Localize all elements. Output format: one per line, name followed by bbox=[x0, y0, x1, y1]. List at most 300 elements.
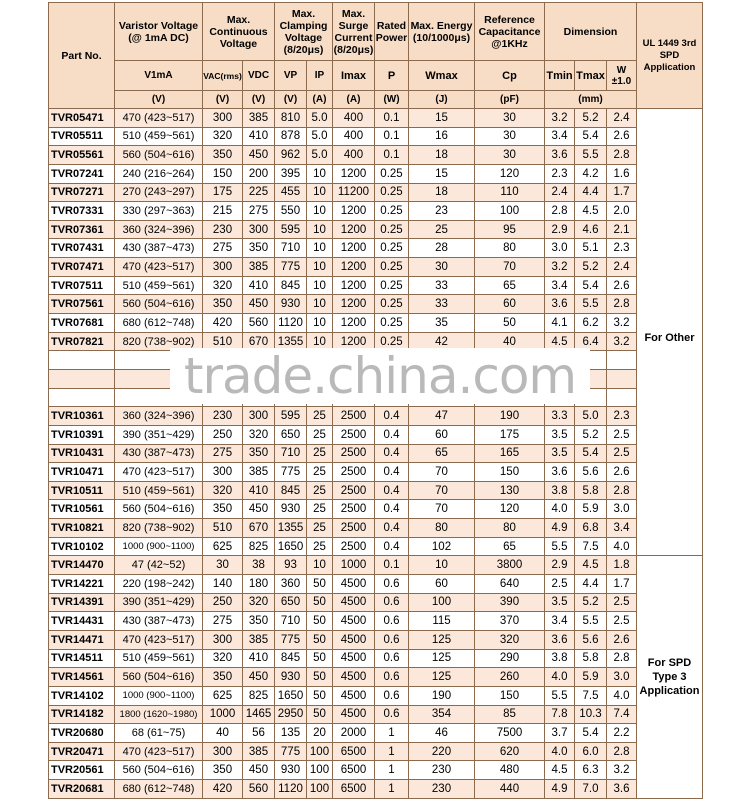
table-cell: 2.8 bbox=[545, 202, 575, 221]
table-cell: 60 bbox=[409, 425, 475, 444]
table-cell: 70 bbox=[475, 258, 545, 277]
table-cell: 0.1 bbox=[375, 146, 409, 165]
table-cell: 450 bbox=[243, 761, 275, 780]
table-row bbox=[49, 649, 703, 668]
table-cell: 710 bbox=[275, 612, 307, 631]
table-row bbox=[49, 780, 703, 799]
part-number-cell: TVR14391 bbox=[49, 593, 115, 612]
table-row bbox=[49, 239, 703, 258]
table-row bbox=[49, 407, 703, 426]
table-row bbox=[49, 668, 703, 687]
table-row bbox=[49, 183, 703, 202]
table-cell: 2.4 bbox=[545, 183, 575, 202]
table-cell: 560 (504~616) bbox=[115, 146, 203, 165]
table-cell: 4.4 bbox=[575, 183, 607, 202]
table-cell: 820 (738~902) bbox=[115, 332, 203, 351]
table-cell: 810 bbox=[275, 109, 307, 128]
table-cell: 385 bbox=[243, 630, 275, 649]
table-cell: 25 bbox=[307, 463, 333, 482]
table-cell: 0.6 bbox=[375, 686, 409, 705]
table-cell: 2500 bbox=[333, 463, 375, 482]
table-cell: 5.2 bbox=[575, 258, 607, 277]
header-ul: UL 1449 3rd SPD Application bbox=[637, 3, 703, 109]
header-surge: Max. Surge Current (8/20μs) bbox=[333, 3, 375, 61]
table-cell: 5.4 bbox=[575, 276, 607, 295]
table-cell: 300 bbox=[203, 109, 243, 128]
table-cell: 845 bbox=[275, 481, 307, 500]
table-cell: 350 bbox=[203, 761, 243, 780]
table-cell: 25 bbox=[409, 220, 475, 239]
table-cell: 710 bbox=[275, 444, 307, 463]
table-cell: 2.3 bbox=[607, 239, 637, 258]
table-cell: 0.25 bbox=[375, 314, 409, 333]
table-cell: 320 bbox=[203, 481, 243, 500]
table-cell: 4500 bbox=[333, 668, 375, 687]
table-cell: 50 bbox=[475, 314, 545, 333]
table-cell: 5.5 bbox=[575, 612, 607, 631]
unit-a1: (A) bbox=[307, 91, 333, 109]
table-cell: 120 bbox=[475, 164, 545, 183]
table-cell: 1650 bbox=[275, 686, 307, 705]
part-number-cell: TVR10361 bbox=[49, 407, 115, 426]
table-cell: 5.4 bbox=[575, 127, 607, 146]
sym-wmax: Wmax bbox=[409, 61, 475, 91]
table-cell: 385 bbox=[243, 742, 275, 761]
table-cell: 320 bbox=[243, 593, 275, 612]
table-cell: 390 (351~429) bbox=[115, 593, 203, 612]
table-row bbox=[49, 202, 703, 221]
table-cell: 455 bbox=[275, 183, 307, 202]
table-cell: 50 bbox=[307, 612, 333, 631]
table-cell: 0.25 bbox=[375, 239, 409, 258]
table-cell: 30 bbox=[203, 556, 243, 575]
table-cell: 0.4 bbox=[375, 481, 409, 500]
table-cell: 400 bbox=[333, 127, 375, 146]
table-cell: 0.6 bbox=[375, 575, 409, 594]
table-cell: 6.2 bbox=[575, 314, 607, 333]
part-number-cell bbox=[49, 369, 115, 388]
table-cell: 320 bbox=[475, 630, 545, 649]
table-cell: 0.25 bbox=[375, 164, 409, 183]
table-cell: 68 (61~75) bbox=[115, 724, 203, 743]
table-cell: 350 bbox=[243, 239, 275, 258]
table-cell: 50 bbox=[307, 575, 333, 594]
table-row bbox=[49, 612, 703, 631]
table-cell: 290 bbox=[475, 649, 545, 668]
table-cell: 5.2 bbox=[575, 109, 607, 128]
header-max-cont: Max. Continuous Voltage bbox=[203, 3, 275, 61]
table-cell: 25 bbox=[307, 537, 333, 556]
part-number-cell: TVR05561 bbox=[49, 146, 115, 165]
table-cell: 962 bbox=[275, 146, 307, 165]
part-number-cell: TVR10391 bbox=[49, 425, 115, 444]
table-row bbox=[49, 146, 703, 165]
table-cell: 125 bbox=[409, 649, 475, 668]
part-number-cell: TVR14431 bbox=[49, 612, 115, 631]
part-number-cell: TVR05471 bbox=[49, 109, 115, 128]
table-cell: 775 bbox=[275, 463, 307, 482]
table-cell: 4.0 bbox=[607, 537, 637, 556]
table-cell: 7.8 bbox=[545, 705, 575, 724]
table-cell: 165 bbox=[475, 444, 545, 463]
part-number-cell: TVR05511 bbox=[49, 127, 115, 146]
table-cell: 0.6 bbox=[375, 705, 409, 724]
table-cell: 5.5 bbox=[545, 537, 575, 556]
table-cell: 2950 bbox=[275, 705, 307, 724]
table-cell: 0.4 bbox=[375, 500, 409, 519]
sym-tmin: Tmin bbox=[545, 61, 575, 91]
table-cell: 4500 bbox=[333, 686, 375, 705]
table-cell: 3.8 bbox=[545, 481, 575, 500]
table-cell: 275 bbox=[203, 444, 243, 463]
table-cell: 190 bbox=[475, 407, 545, 426]
table-row bbox=[49, 500, 703, 519]
unit-a2: (A) bbox=[333, 91, 375, 109]
table-cell bbox=[607, 369, 637, 388]
table-cell: 4.0 bbox=[545, 742, 575, 761]
table-cell: 4.0 bbox=[545, 500, 575, 519]
table-cell: 410 bbox=[243, 127, 275, 146]
application-spd: For SPD Type 3 Application bbox=[637, 556, 703, 798]
table-cell: 5.0 bbox=[307, 127, 333, 146]
table-cell: 30 bbox=[409, 258, 475, 277]
table-cell: 2.2 bbox=[607, 724, 637, 743]
table-cell: 0.6 bbox=[375, 593, 409, 612]
table-cell: 4500 bbox=[333, 705, 375, 724]
table-cell: 3800 bbox=[475, 556, 545, 575]
table-cell: 0.4 bbox=[375, 463, 409, 482]
table-cell: 2.3 bbox=[607, 407, 637, 426]
table-cell: 4.5 bbox=[545, 761, 575, 780]
table-cell: 4.6 bbox=[575, 220, 607, 239]
table-cell: 15 bbox=[409, 164, 475, 183]
table-cell: 4.5 bbox=[575, 202, 607, 221]
table-cell: 350 bbox=[243, 444, 275, 463]
table-cell: 3.3 bbox=[545, 407, 575, 426]
table-cell: 10 bbox=[409, 556, 475, 575]
table-cell: 260 bbox=[475, 668, 545, 687]
table-cell: 825 bbox=[243, 686, 275, 705]
table-cell: 250 bbox=[203, 425, 243, 444]
table-cell: 330 (297~363) bbox=[115, 202, 203, 221]
table-row bbox=[49, 444, 703, 463]
table-cell: 10.3 bbox=[575, 705, 607, 724]
table-cell: 240 (216~264) bbox=[115, 164, 203, 183]
table-cell: 5.2 bbox=[575, 425, 607, 444]
unit-j: (J) bbox=[409, 91, 475, 109]
table-cell: 175 bbox=[475, 425, 545, 444]
table-cell: 215 bbox=[203, 202, 243, 221]
table-cell: 350 bbox=[203, 295, 243, 314]
table-cell: 1355 bbox=[275, 332, 307, 351]
table-cell: 0.25 bbox=[375, 295, 409, 314]
table-cell: 878 bbox=[275, 127, 307, 146]
table-cell: 2.4 bbox=[607, 109, 637, 128]
table-cell: 0.25 bbox=[375, 220, 409, 239]
table-cell: 135 bbox=[275, 724, 307, 743]
table-cell: 2.8 bbox=[607, 742, 637, 761]
table-cell: 385 bbox=[243, 463, 275, 482]
table-cell: 7.5 bbox=[575, 686, 607, 705]
table-cell: 370 bbox=[475, 612, 545, 631]
table-cell: 0.25 bbox=[375, 183, 409, 202]
table-cell: 1120 bbox=[275, 314, 307, 333]
table-cell: 50 bbox=[307, 593, 333, 612]
table-cell: 4.0 bbox=[545, 668, 575, 687]
table-row bbox=[49, 127, 703, 146]
unit-v3: (V) bbox=[243, 91, 275, 109]
table-cell: 595 bbox=[275, 407, 307, 426]
table-cell: 470 (423~517) bbox=[115, 742, 203, 761]
table-cell: 2.1 bbox=[607, 220, 637, 239]
table-cell: 420 bbox=[203, 314, 243, 333]
table-cell: 7.5 bbox=[575, 537, 607, 556]
table-cell: 550 bbox=[275, 202, 307, 221]
part-number-cell: TVR14511 bbox=[49, 649, 115, 668]
table-cell: 560 (504~616) bbox=[115, 761, 203, 780]
table-cell: 275 bbox=[203, 239, 243, 258]
table-cell bbox=[607, 351, 637, 370]
table-cell: 4.5 bbox=[575, 556, 607, 575]
table-cell: 2.8 bbox=[607, 481, 637, 500]
table-cell: 3.0 bbox=[607, 668, 637, 687]
table-cell: 3.4 bbox=[545, 612, 575, 631]
table-cell: 670 bbox=[243, 519, 275, 538]
table-cell: 220 (198~242) bbox=[115, 575, 203, 594]
table-cell: 102 bbox=[409, 537, 475, 556]
table-cell: 3.6 bbox=[545, 630, 575, 649]
table-cell: 5.9 bbox=[575, 668, 607, 687]
table-cell: 0.1 bbox=[375, 556, 409, 575]
table-cell: 845 bbox=[275, 649, 307, 668]
table-cell: 3.5 bbox=[545, 425, 575, 444]
table-row bbox=[49, 537, 703, 556]
table-cell: 320 bbox=[243, 425, 275, 444]
table-cell: 230 bbox=[203, 220, 243, 239]
table-row bbox=[49, 481, 703, 500]
table-cell: 38 bbox=[243, 556, 275, 575]
table-cell: 65 bbox=[475, 276, 545, 295]
table-cell: 470 (423~517) bbox=[115, 463, 203, 482]
table-cell: 70 bbox=[409, 481, 475, 500]
table-cell: 2.9 bbox=[545, 220, 575, 239]
part-number-cell: TVR07471 bbox=[49, 258, 115, 277]
table-cell: 4500 bbox=[333, 593, 375, 612]
table-cell: 360 (324~396) bbox=[115, 220, 203, 239]
table-cell: 10 bbox=[307, 295, 333, 314]
table-row bbox=[49, 425, 703, 444]
table-cell: 560 bbox=[243, 314, 275, 333]
table-cell: 5.5 bbox=[575, 146, 607, 165]
table-cell: 33 bbox=[409, 276, 475, 295]
table-cell: 50 bbox=[307, 649, 333, 668]
table-cell: 5.0 bbox=[575, 407, 607, 426]
table-cell: 190 bbox=[409, 686, 475, 705]
table-cell: 930 bbox=[275, 295, 307, 314]
table-cell: 7500 bbox=[475, 724, 545, 743]
table-cell: 560 (504~616) bbox=[115, 295, 203, 314]
part-number-cell: TVR20680 bbox=[49, 724, 115, 743]
table-cell: 470 (423~517) bbox=[115, 630, 203, 649]
table-cell: 2000 bbox=[333, 724, 375, 743]
table-cell: 4.2 bbox=[575, 164, 607, 183]
table-cell: 1200 bbox=[333, 164, 375, 183]
table-cell: 46 bbox=[409, 724, 475, 743]
table-cell: 1200 bbox=[333, 239, 375, 258]
table-cell: 7.4 bbox=[607, 705, 637, 724]
table-cell: 35 bbox=[409, 314, 475, 333]
table-cell: 640 bbox=[475, 575, 545, 594]
table-cell: 140 bbox=[203, 575, 243, 594]
table-cell: 360 bbox=[275, 575, 307, 594]
table-cell: 4.1 bbox=[545, 314, 575, 333]
part-number-cell: TVR20681 bbox=[49, 780, 115, 799]
table-row bbox=[49, 742, 703, 761]
table-cell: 300 bbox=[203, 630, 243, 649]
table-cell: 180 bbox=[243, 575, 275, 594]
table-cell: 93 bbox=[275, 556, 307, 575]
table-cell: 250 bbox=[203, 593, 243, 612]
table-cell: 430 (387~473) bbox=[115, 612, 203, 631]
table-row bbox=[49, 724, 703, 743]
table-cell: 1000 bbox=[333, 556, 375, 575]
table-cell: 4.9 bbox=[545, 519, 575, 538]
table-cell: 10 bbox=[307, 220, 333, 239]
table-cell: 0.25 bbox=[375, 202, 409, 221]
table-cell: 110 bbox=[475, 183, 545, 202]
table-cell: 0.6 bbox=[375, 612, 409, 631]
table-cell: 25 bbox=[307, 519, 333, 538]
table-cell: 385 bbox=[243, 258, 275, 277]
table-cell: 0.4 bbox=[375, 444, 409, 463]
table-cell: 50 bbox=[307, 686, 333, 705]
table-cell: 3.6 bbox=[545, 146, 575, 165]
sym-ip: IP bbox=[307, 61, 333, 91]
sym-tmax: Tmax bbox=[575, 61, 607, 91]
table-cell: 2.5 bbox=[607, 444, 637, 463]
part-number-cell: TVR07241 bbox=[49, 164, 115, 183]
table-cell: 42 bbox=[409, 332, 475, 351]
table-cell: 625 bbox=[203, 686, 243, 705]
table-cell: 6.8 bbox=[575, 519, 607, 538]
table-cell: 300 bbox=[243, 407, 275, 426]
table-cell: 100 bbox=[307, 761, 333, 780]
table-cell: 1 bbox=[375, 742, 409, 761]
unit-w: (W) bbox=[375, 91, 409, 109]
part-number-cell: TVR07681 bbox=[49, 314, 115, 333]
table-cell: 300 bbox=[203, 742, 243, 761]
table-cell: 410 bbox=[243, 649, 275, 668]
table-cell: 510 (459~561) bbox=[115, 276, 203, 295]
table-cell: 125 bbox=[409, 630, 475, 649]
table-cell: 5.2 bbox=[575, 593, 607, 612]
unit-v2: (V) bbox=[203, 91, 243, 109]
table-cell: 400 bbox=[333, 146, 375, 165]
table-cell: 50 bbox=[307, 630, 333, 649]
header-rated: Rated Power bbox=[375, 3, 409, 61]
table-cell: 510 (459~561) bbox=[115, 127, 203, 146]
table-cell: 400 bbox=[333, 109, 375, 128]
table-cell: 3.2 bbox=[545, 109, 575, 128]
table-cell: 28 bbox=[409, 239, 475, 258]
table-cell: 350 bbox=[243, 612, 275, 631]
table-cell bbox=[607, 388, 637, 407]
table-cell: 390 bbox=[475, 593, 545, 612]
table-cell: 3.5 bbox=[545, 593, 575, 612]
table-cell: 1200 bbox=[333, 276, 375, 295]
table-cell: 2500 bbox=[333, 425, 375, 444]
table-cell: 510 bbox=[203, 332, 243, 351]
table-cell: 300 bbox=[243, 220, 275, 239]
table-cell: 680 (612~748) bbox=[115, 314, 203, 333]
table-cell: 10 bbox=[307, 332, 333, 351]
table-cell: 930 bbox=[275, 761, 307, 780]
table-cell: 1000 bbox=[203, 705, 243, 724]
table-cell: 2500 bbox=[333, 407, 375, 426]
table-cell: 10 bbox=[307, 276, 333, 295]
table-cell: 775 bbox=[275, 630, 307, 649]
table-cell: 300 bbox=[203, 258, 243, 277]
table-cell: 3.2 bbox=[607, 761, 637, 780]
header-varistor: Varistor Voltage (@ 1mA DC) bbox=[115, 3, 203, 61]
table-cell: 1000 (900~1100) bbox=[115, 686, 203, 705]
sym-vp: VP bbox=[275, 61, 307, 91]
table-cell: 0.6 bbox=[375, 668, 409, 687]
table-cell: 6500 bbox=[333, 742, 375, 761]
unit-v4: (V) bbox=[275, 91, 307, 109]
table-cell: 1.7 bbox=[607, 575, 637, 594]
table-cell: 4500 bbox=[333, 575, 375, 594]
table-cell: 1.6 bbox=[607, 164, 637, 183]
table-cell: 3.0 bbox=[545, 239, 575, 258]
table-cell: 5.5 bbox=[545, 686, 575, 705]
table-cell: 625 bbox=[203, 537, 243, 556]
table-cell: 10 bbox=[307, 183, 333, 202]
part-number-cell: TVR10821 bbox=[49, 519, 115, 538]
table-cell: 510 (459~561) bbox=[115, 649, 203, 668]
part-number-cell: TVR07431 bbox=[49, 239, 115, 258]
table-cell: 0.6 bbox=[375, 630, 409, 649]
table-cell: 2.9 bbox=[545, 556, 575, 575]
table-cell: 3.2 bbox=[607, 314, 637, 333]
table-cell: 2.3 bbox=[545, 164, 575, 183]
table-cell: 0.25 bbox=[375, 276, 409, 295]
table-cell: 2.8 bbox=[607, 295, 637, 314]
table-cell: 18 bbox=[409, 146, 475, 165]
table-cell: 1200 bbox=[333, 202, 375, 221]
table-cell: 10 bbox=[307, 239, 333, 258]
table-cell: 360 (324~396) bbox=[115, 407, 203, 426]
table-cell: 16 bbox=[409, 127, 475, 146]
table-cell: 60 bbox=[475, 295, 545, 314]
table-cell: 65 bbox=[475, 537, 545, 556]
table-cell: 225 bbox=[243, 183, 275, 202]
table-cell: 5.0 bbox=[307, 109, 333, 128]
table-cell: 40 bbox=[203, 724, 243, 743]
table-cell: 11200 bbox=[333, 183, 375, 202]
table-cell: 595 bbox=[275, 220, 307, 239]
table-cell: 2500 bbox=[333, 537, 375, 556]
table-cell: 2.5 bbox=[607, 593, 637, 612]
table-cell: 3.8 bbox=[545, 649, 575, 668]
table-cell: 4.5 bbox=[545, 332, 575, 351]
table-cell: 1355 bbox=[275, 519, 307, 538]
table-cell: 3.2 bbox=[545, 258, 575, 277]
table-cell: 825 bbox=[243, 537, 275, 556]
table-cell: 5.6 bbox=[575, 630, 607, 649]
part-number-cell bbox=[49, 388, 115, 407]
table-cell: 4.9 bbox=[545, 780, 575, 799]
